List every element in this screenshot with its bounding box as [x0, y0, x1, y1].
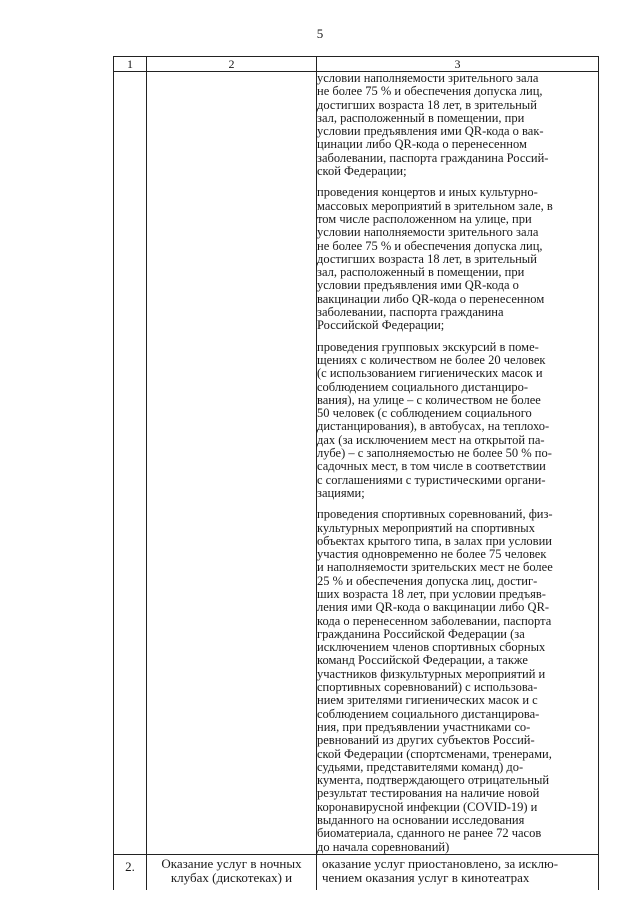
- paragraph-cinema-halls: условии наполняемости зрительного зала не более 75 % и обеспечения допуска лиц, достигших возраста 18 лет, в зрительный зал, расположенный в помещении, при условии предъявления ими QR-кода о вак- цинации либо QR-кода о перенесенном заболевании, паспорта гражданина Россий- ской Федерации;: [317, 71, 549, 179]
- column-header-3: 3: [317, 57, 599, 72]
- measures-table: [113, 56, 599, 890]
- table-row-continued: [114, 72, 599, 855]
- empty-number-cell: [114, 72, 147, 855]
- row-number: 2.: [114, 854, 147, 890]
- page-number: 5: [316, 26, 324, 41]
- column-header-2: 2: [147, 57, 317, 72]
- row-restriction-text: оказание услуг приостановлено, за исклю- чением оказания услуг в кинотеатрах: [317, 854, 599, 890]
- column-header-1: 1: [114, 57, 147, 72]
- table-row: [114, 854, 599, 890]
- paragraph-sports: проведения спортивных соревнований, физ- культурных мероприятий на спортивных объектах крытого типа, в залах при условии участия одновременно не более 75 человек и наполняемости зрительских мест не более 25 % и обеспечения допуска лиц, достиг- ших возраста 18 лет, при условии предъяв- ления ими QR-кода о вакцинации либо QR- кода о перенесенном заболевании, паспорта гражданина Российской Федерации (за исключением членов спортивных сборных команд Российской Федерации, а также участников физкультурных мероприятий и спортивных соревнований) с использова- нием зрителями гигиенических масок и с соблюдением социального дистанцирова- ния, при предъявлении участниками со- ревнований из других субъектов Россий- ской Федерации (спортсменами, тренерами, судьями, представителями команд) до- кумента, подтверждающего отрицательный результат тестирования на наличие новой коронавирусной инфекции (COVID-19) и выданного на основании исследования биоматериала, сданного не ранее 72 часов до начала соревнований): [317, 507, 553, 854]
- row-activity-name: Оказание услуг в ночных клубах (дискотеках) и: [147, 854, 317, 890]
- empty-name-cell: [147, 72, 317, 855]
- restrictions-cell: [317, 72, 599, 855]
- paragraph-excursions: проведения групповых экскурсий в поме- щениях с количеством не более 20 человек (с использованием гигиенических масок и соблюдением социального дистанциро- вания), на улице – с количеством не более 50 человек (с соблюдением социального дистанцирования), в автобусах, на теплохо- дах (за исключением мест на открытой па- лубе) – с заполняемостью не более 50 % по- садочных мест, в том числе в соответствии с соглашениями с туристическими органи- зациями;: [317, 339, 552, 500]
- table-header-row: [114, 57, 599, 72]
- paragraph-concerts: проведения концертов и иных культурно- массовых мероприятий в зрительном зале, в том числе расположенном на улице, при условии наполняемости зрительного зала не более 75 % и обеспечения допуска лиц, достигших возраста 18 лет, в зрительный зал, расположенный в помещении, при условии предъявления ими QR-кода о вакцинации либо QR-кода о перенесенном заболевании, паспорта гражданина Российской Федерации;: [317, 185, 553, 333]
